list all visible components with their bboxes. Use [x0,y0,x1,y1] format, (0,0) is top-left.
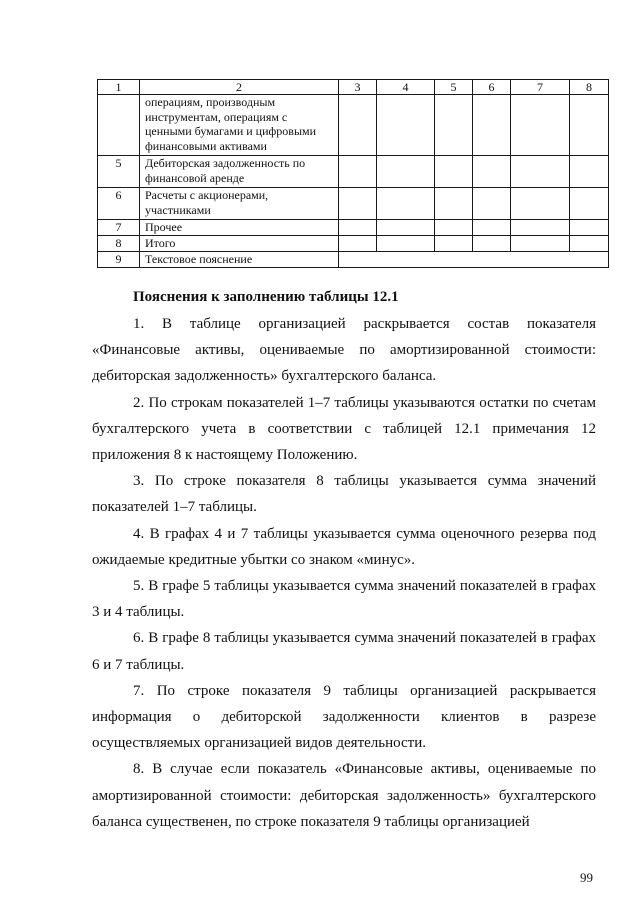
disclosure-table [97,79,609,268]
column-header: 1 [98,80,140,95]
table-cell [435,95,473,156]
column-header: 3 [339,80,377,95]
table-cell [570,156,609,188]
paragraph: 2. По строкам показателей 1–7 таблицы указываются остатки по счетам бухгалтерского учета в соответствии с таблицей 12.1 примечания 12 приложения 8 к настоящему Положению. [92,394,596,464]
table-cell [473,236,511,252]
table-cell [339,188,377,220]
row-number: 5 [98,156,140,188]
row-label: Прочее [140,220,339,236]
table-cell [570,188,609,220]
table-cell [339,95,377,156]
column-header: 6 [473,80,511,95]
table-cell [377,156,435,188]
table-cell [570,220,609,236]
page-number: 99 [580,870,593,885]
table-cell [377,236,435,252]
column-header: 4 [377,80,435,95]
paragraph: 4. В графах 4 и 7 таблицы указывается сумма оценочного резерва под ожидаемые кредитные убытки со знаком «минус». [92,525,596,568]
table-cell [339,236,377,252]
table-cell [511,156,570,188]
table-cell [473,220,511,236]
table-cell [473,95,511,156]
row-number: 8 [98,236,140,252]
table-cell [435,220,473,236]
row-number [98,95,140,156]
table-row [98,95,609,156]
row-label: Расчеты с акционерами, участниками [140,188,339,220]
table-cell [377,220,435,236]
paragraph: 5. В графе 5 таблицы указывается сумма значений показателей в графах 3 и 4 таблицы. [92,578,596,621]
column-header: 7 [511,80,570,95]
paragraph: 3. По строке показателя 8 таблицы указывается сумма значений показателей 1–7 таблицы. [92,473,596,516]
row-label: Итого [140,236,339,252]
table-row [98,236,609,252]
table-cell [435,188,473,220]
row-number: 7 [98,220,140,236]
row-number: 6 [98,188,140,220]
paragraph: 7. По строке показателя 9 таблицы организацией раскрывается информация о дебиторской задолженности клиентов в разрезе осуществляемых организацией видов деятельности. [92,682,596,752]
table-cell [377,95,435,156]
table-cell [511,236,570,252]
text-explanation-cell [339,252,609,268]
paragraph: 6. В графе 8 таблицы указывается сумма значений показателей в графах 6 и 7 таблицы. [92,630,596,673]
table-cell [435,156,473,188]
table-cell [339,156,377,188]
column-header: 2 [140,80,339,95]
row-label: Дебиторская задолженность по финансовой аренде [140,156,339,188]
section-heading: Пояснения к заполнению таблицы 12.1 [133,289,399,305]
table-row [98,252,609,268]
table-cell [377,188,435,220]
table-cell [473,156,511,188]
table-cell [511,220,570,236]
table-cell [473,188,511,220]
row-label: Текстовое пояснение [140,252,339,268]
column-header: 8 [570,80,609,95]
table-row [98,188,609,220]
paragraph: 1. В таблице организацией раскрывается состав показателя «Финансовые активы, оцениваемые по амортизированной стоимости: дебиторская задолженность» бухгалтерского баланса. [92,316,596,385]
table-row [98,156,609,188]
table-cell [511,95,570,156]
table-cell [570,236,609,252]
row-number: 9 [98,252,140,268]
table-cell [435,236,473,252]
paragraph: 8. В случае если показатель «Финансовые активы, оцениваемые по амортизированной стоимости: дебиторская задолженность» бухгалтерского баланса существенен, по строке показателя 9 таблицы организацией [92,761,596,830]
table-header-row [98,80,609,95]
table-row [98,220,609,236]
column-header: 5 [435,80,473,95]
row-label: операциям, производным инструментам, операциям с ценными бумагами и цифровыми финансовыми активами [140,95,339,156]
table-cell [570,95,609,156]
table-cell [511,188,570,220]
table-cell [339,220,377,236]
instructions-body [92,311,596,835]
